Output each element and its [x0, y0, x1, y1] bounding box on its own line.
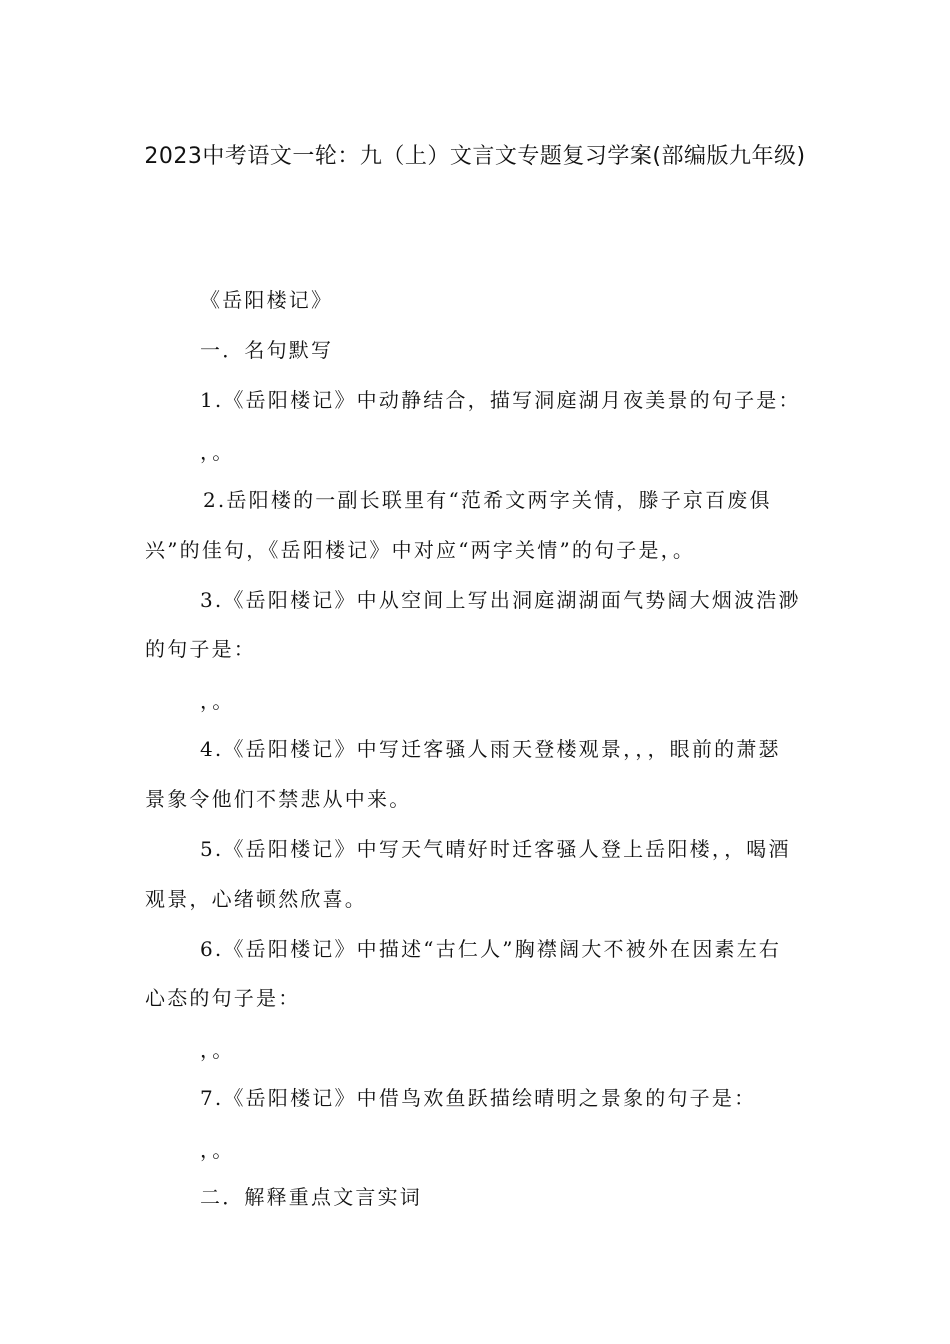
- question-6-line-1: 6.《岳阳楼记》中描述“古仁人”胸襟阔大不被外在因素左右: [200, 937, 782, 961]
- question-4-line-1: 4.《岳阳楼记》中写迁客骚人雨天登楼观景，，，眼前的萧瑟: [200, 737, 781, 761]
- question-7: 7.《岳阳楼记》中借鸟欢鱼跃描绘晴明之景象的句子是：: [200, 1086, 757, 1110]
- question-5-line-2: 观景，心绪顿然欣喜。: [145, 887, 367, 911]
- section-heading-yueyanglouji: 《岳阳楼记》: [200, 288, 334, 312]
- answer-blank-1: ，。: [200, 440, 235, 464]
- question-4-line-2: 景象令他们不禁悲从中来。: [145, 787, 412, 811]
- question-3-line-2: 的句子是：: [145, 637, 256, 661]
- answer-blank-3: ，。: [200, 689, 235, 713]
- question-3-line-1: 3.《岳阳楼记》中从空间上写出洞庭湖湖面气势阔大烟波浩渺: [200, 588, 801, 612]
- answer-blank-7: ，。: [200, 1138, 235, 1162]
- question-1: 1.《岳阳楼记》中动静结合，描写洞庭湖月夜美景的句子是：: [200, 388, 801, 412]
- question-2-line-1: 2.岳阳楼的一副长联里有“范希文两字关情，滕子京百废俱: [203, 488, 772, 512]
- document-title: 2023中考语文一轮：九（上）文言文专题复习学案(部编版九年级): [144, 144, 806, 169]
- section-heading-famous-lines: 一．名句默写: [200, 338, 334, 362]
- question-2-line-2: 兴”的佳句，《岳阳楼记》中对应“两字关情”的句子是，。: [145, 538, 696, 562]
- question-6-line-2: 心态的句子是：: [145, 986, 301, 1010]
- answer-blank-6: ，。: [200, 1038, 235, 1062]
- section-heading-key-words: 二．解释重点文言实词: [200, 1185, 422, 1209]
- question-5-line-1: 5.《岳阳楼记》中写天气晴好时迁客骚人登上岳阳楼，，喝酒: [200, 837, 791, 861]
